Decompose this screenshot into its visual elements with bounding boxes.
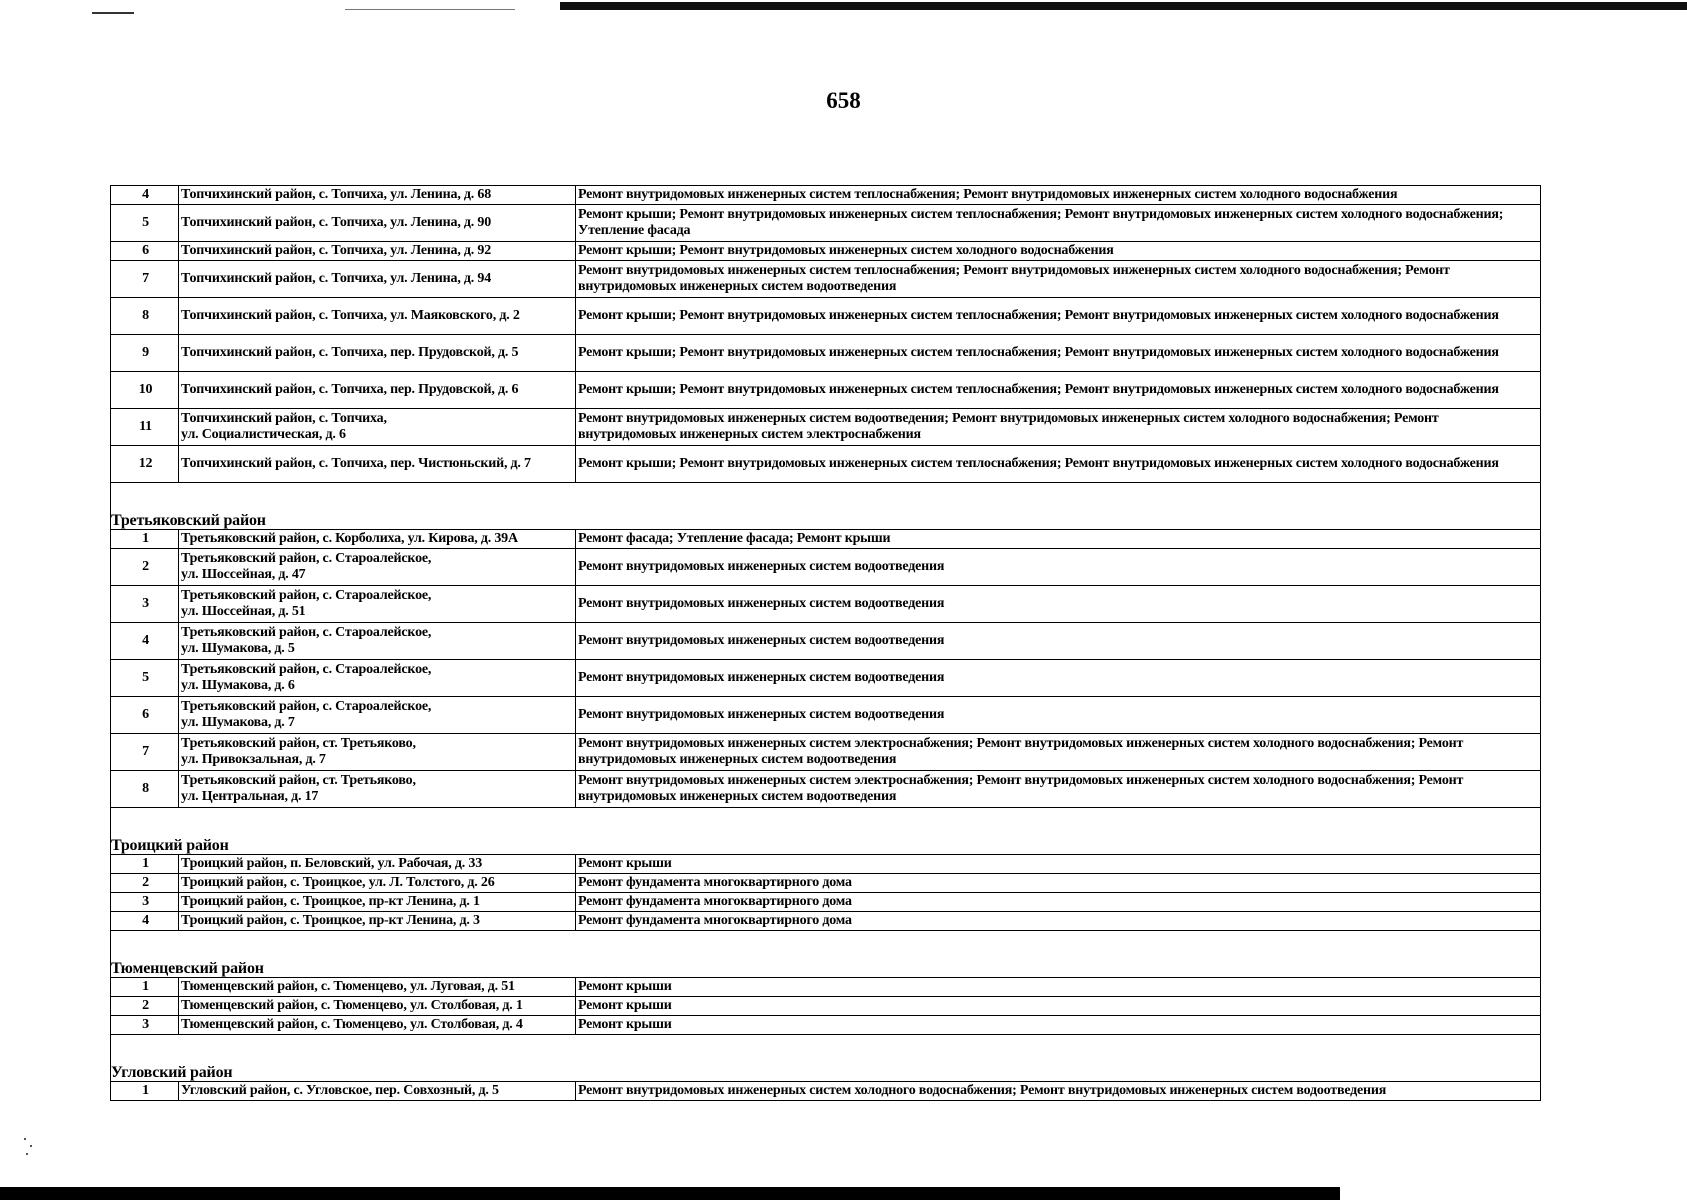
works-cell: Ремонт крыши; Ремонт внутридомовых инженерных систем теплоснабжения; Ремонт внутридомовых инженерных систем холодного водоснабжения xyxy=(576,446,1541,483)
address-line: Тюменцевский район, с. Тюменцево, ул. Столбовая, д. 1 xyxy=(181,998,523,1013)
address-line: ул. Социалистическая, д. 6 xyxy=(181,427,346,442)
address-line: ул. Шоссейная, д. 51 xyxy=(181,604,306,619)
address-line: Троицкий район, с. Троицкое, пр-кт Ленина, д. 1 xyxy=(181,894,480,909)
works-cell: Ремонт крыши xyxy=(576,997,1541,1016)
address-line: Топчихинский район, с. Топчиха, пер. Прудовской, д. 5 xyxy=(181,345,519,360)
works-cell: Ремонт внутридомовых инженерных систем теплоснабжения; Ремонт внутридомовых инженерных систем холодного водоснабжения; Ремонт внутридомовых инженерных систем водоотведения xyxy=(576,261,1541,298)
district-heading-row xyxy=(111,836,1541,855)
address-cell xyxy=(179,893,576,912)
table-row xyxy=(111,697,1541,734)
works-cell: Ремонт внутридомовых инженерных систем электроснабжения; Ремонт внутридомовых инженерных систем холодного водоснабжения; Ремонт внутридомовых инженерных систем водоотведения xyxy=(576,734,1541,771)
address-cell xyxy=(179,372,576,409)
district-heading-row xyxy=(111,511,1541,530)
address-line: Топчихинский район, с. Топчиха, ул. Ленина, д. 92 xyxy=(181,243,492,258)
table-row xyxy=(111,186,1541,205)
address-cell xyxy=(179,855,576,874)
address-line: Тюменцевский район, с. Тюменцево, ул. Столбовая, д. 4 xyxy=(181,1017,523,1032)
address-cell xyxy=(179,734,576,771)
address-line: ул. Шумакова, д. 7 xyxy=(181,715,295,730)
scan-artifact-line xyxy=(345,9,515,10)
table-row xyxy=(111,978,1541,997)
works-cell: Ремонт крыши xyxy=(576,978,1541,997)
spacer-cell xyxy=(111,931,1541,960)
row-number: 1 xyxy=(111,978,179,997)
table-row xyxy=(111,409,1541,446)
address-cell xyxy=(179,1016,576,1035)
address-cell xyxy=(179,697,576,734)
address-line: Топчихинский район, с. Топчиха, xyxy=(181,411,387,426)
works-cell: Ремонт крыши; Ремонт внутридомовых инженерных систем теплоснабжения; Ремонт внутридомовых инженерных систем холодного водоснабжения; Утепление фасада xyxy=(576,205,1541,242)
section-spacer xyxy=(111,808,1541,837)
address-cell xyxy=(179,335,576,372)
address-cell xyxy=(179,1082,576,1101)
address-line: ул. Шумакова, д. 6 xyxy=(181,678,295,693)
table-row xyxy=(111,997,1541,1016)
address-line: Третьяковский район, ст. Третьяково, xyxy=(181,736,416,751)
spacer-cell xyxy=(111,808,1541,837)
address-cell xyxy=(179,771,576,808)
table-row xyxy=(111,261,1541,298)
row-number: 9 xyxy=(111,335,179,372)
works-cell: Ремонт внутридомовых инженерных систем водоотведения; Ремонт внутридомовых инженерных систем холодного водоснабжения; Ремонт внутридомовых инженерных систем электроснабжения xyxy=(576,409,1541,446)
address-cell xyxy=(179,978,576,997)
address-line: Троицкий район, п. Беловский, ул. Рабочая, д. 33 xyxy=(181,856,482,871)
row-number: 1 xyxy=(111,530,179,549)
address-line: Третьяковский район, с. Староалейское, xyxy=(181,662,432,677)
address-line: ул. Привокзальная, д. 7 xyxy=(181,752,326,767)
address-line: Троицкий район, с. Троицкое, пр-кт Ленина, д. 3 xyxy=(181,913,480,928)
works-cell: Ремонт внутридомовых инженерных систем электроснабжения; Ремонт внутридомовых инженерных систем холодного водоснабжения; Ремонт внутридомовых инженерных систем водоотведения xyxy=(576,771,1541,808)
row-number: 3 xyxy=(111,1016,179,1035)
works-cell: Ремонт фасада; Утепление фасада; Ремонт крыши xyxy=(576,530,1541,549)
spacer-cell xyxy=(111,483,1541,512)
works-cell: Ремонт внутридомовых инженерных систем теплоснабжения; Ремонт внутридомовых инженерных систем холодного водоснабжения xyxy=(576,186,1541,205)
works-cell: Ремонт фундамента многоквартирного дома xyxy=(576,912,1541,931)
row-number: 1 xyxy=(111,1082,179,1101)
table-row xyxy=(111,242,1541,261)
address-line: ул. Центральная, д. 17 xyxy=(181,789,319,804)
table-row xyxy=(111,1082,1541,1101)
address-line: Третьяковский район, с. Староалейское, xyxy=(181,551,432,566)
address-line: Третьяковский район, с. Староалейское, xyxy=(181,699,432,714)
row-number: 7 xyxy=(111,261,179,298)
spacer-cell xyxy=(111,1035,1541,1064)
works-cell: Ремонт крыши; Ремонт внутридомовых инженерных систем холодного водоснабжения xyxy=(576,242,1541,261)
row-number: 10 xyxy=(111,372,179,409)
address-cell xyxy=(179,298,576,335)
table-row xyxy=(111,586,1541,623)
row-number: 4 xyxy=(111,623,179,660)
works-cell: Ремонт крыши xyxy=(576,1016,1541,1035)
address-cell xyxy=(179,586,576,623)
address-cell xyxy=(179,186,576,205)
scan-artifact-specks xyxy=(22,1138,34,1158)
row-number: 6 xyxy=(111,697,179,734)
page-number: 658 xyxy=(826,88,861,113)
repair-registry-table xyxy=(110,185,1541,1101)
section-spacer xyxy=(111,931,1541,960)
scan-artifact-bar xyxy=(0,1187,1340,1200)
address-line: Третьяковский район, ст. Третьяково, xyxy=(181,773,416,788)
address-cell xyxy=(179,446,576,483)
address-line: Угловский район, с. Угловское, пер. Совхозный, д. 5 xyxy=(181,1083,499,1098)
address-cell xyxy=(179,912,576,931)
section-spacer xyxy=(111,483,1541,512)
row-number: 11 xyxy=(111,409,179,446)
table-row xyxy=(111,660,1541,697)
row-number: 2 xyxy=(111,874,179,893)
section-spacer xyxy=(111,1035,1541,1064)
works-cell: Ремонт крыши; Ремонт внутридомовых инженерных систем теплоснабжения; Ремонт внутридомовых инженерных систем холодного водоснабжения xyxy=(576,335,1541,372)
address-line: ул. Шоссейная, д. 47 xyxy=(181,567,306,582)
address-cell xyxy=(179,409,576,446)
address-line: Третьяковский район, с. Староалейское, xyxy=(181,625,432,640)
district-heading-row xyxy=(111,1063,1541,1082)
address-line: ул. Шумакова, д. 5 xyxy=(181,641,295,656)
scan-artifact-line xyxy=(92,12,134,14)
address-line: Топчихинский район, с. Топчиха, пер. Чистюньский, д. 7 xyxy=(181,456,531,471)
row-number: 2 xyxy=(111,549,179,586)
table-row xyxy=(111,298,1541,335)
row-number: 3 xyxy=(111,893,179,912)
address-cell xyxy=(179,242,576,261)
address-cell xyxy=(179,997,576,1016)
row-number: 2 xyxy=(111,997,179,1016)
table-row xyxy=(111,734,1541,771)
district-heading: Третьяковский район xyxy=(111,511,1541,530)
table-row xyxy=(111,893,1541,912)
row-number: 4 xyxy=(111,912,179,931)
works-cell: Ремонт внутридомовых инженерных систем холодного водоснабжения; Ремонт внутридомовых инженерных систем водоотведения xyxy=(576,1082,1541,1101)
row-number: 1 xyxy=(111,855,179,874)
works-cell: Ремонт внутридомовых инженерных систем водоотведения xyxy=(576,549,1541,586)
address-cell xyxy=(179,261,576,298)
table-row xyxy=(111,912,1541,931)
row-number: 8 xyxy=(111,298,179,335)
table-row xyxy=(111,771,1541,808)
works-cell: Ремонт крыши xyxy=(576,855,1541,874)
address-line: Третьяковский район, с. Староалейское, xyxy=(181,588,432,603)
district-heading: Угловский район xyxy=(111,1063,1541,1082)
table-row xyxy=(111,446,1541,483)
table-row xyxy=(111,549,1541,586)
scan-artifact-bar xyxy=(560,2,1687,10)
works-cell: Ремонт крыши; Ремонт внутридомовых инженерных систем теплоснабжения; Ремонт внутридомовых инженерных систем холодного водоснабжения xyxy=(576,298,1541,335)
address-line: Топчихинский район, с. Топчиха, пер. Прудовской, д. 6 xyxy=(181,382,519,397)
district-heading-row xyxy=(111,959,1541,978)
works-cell: Ремонт фундамента многоквартирного дома xyxy=(576,874,1541,893)
table-row xyxy=(111,1016,1541,1035)
works-cell: Ремонт внутридомовых инженерных систем водоотведения xyxy=(576,623,1541,660)
row-number: 4 xyxy=(111,186,179,205)
row-number: 8 xyxy=(111,771,179,808)
table-row xyxy=(111,205,1541,242)
table-row xyxy=(111,335,1541,372)
address-line: Топчихинский район, с. Топчиха, ул. Ленина, д. 94 xyxy=(181,271,492,286)
address-line: Тюменцевский район, с. Тюменцево, ул. Луговая, д. 51 xyxy=(181,979,515,994)
row-number: 12 xyxy=(111,446,179,483)
table-row xyxy=(111,855,1541,874)
address-line: Третьяковский район, с. Корболиха, ул. Кирова, д. 39А xyxy=(181,531,518,546)
address-line: Топчихинский район, с. Топчиха, ул. Ленина, д. 68 xyxy=(181,187,492,202)
address-cell xyxy=(179,530,576,549)
works-cell: Ремонт фундамента многоквартирного дома xyxy=(576,893,1541,912)
table-row xyxy=(111,874,1541,893)
works-cell: Ремонт внутридомовых инженерных систем водоотведения xyxy=(576,697,1541,734)
table-row xyxy=(111,530,1541,549)
address-line: Топчихинский район, с. Топчиха, ул. Ленина, д. 90 xyxy=(181,215,492,230)
row-number: 7 xyxy=(111,734,179,771)
works-cell: Ремонт внутридомовых инженерных систем водоотведения xyxy=(576,586,1541,623)
address-cell xyxy=(179,205,576,242)
address-line: Топчихинский район, с. Топчиха, ул. Маяковского, д. 2 xyxy=(181,308,520,323)
table-row xyxy=(111,623,1541,660)
address-line: Троицкий район, с. Троицкое, ул. Л. Толстого, д. 26 xyxy=(181,875,495,890)
address-cell xyxy=(179,660,576,697)
works-cell: Ремонт крыши; Ремонт внутридомовых инженерных систем теплоснабжения; Ремонт внутридомовых инженерных систем холодного водоснабжения xyxy=(576,372,1541,409)
row-number: 5 xyxy=(111,660,179,697)
row-number: 6 xyxy=(111,242,179,261)
works-cell: Ремонт внутридомовых инженерных систем водоотведения xyxy=(576,660,1541,697)
district-heading: Тюменцевский район xyxy=(111,959,1541,978)
address-cell xyxy=(179,874,576,893)
table-row xyxy=(111,372,1541,409)
row-number: 5 xyxy=(111,205,179,242)
district-heading: Троицкий район xyxy=(111,836,1541,855)
address-cell xyxy=(179,549,576,586)
address-cell xyxy=(179,623,576,660)
registry-body xyxy=(111,186,1541,1101)
row-number: 3 xyxy=(111,586,179,623)
